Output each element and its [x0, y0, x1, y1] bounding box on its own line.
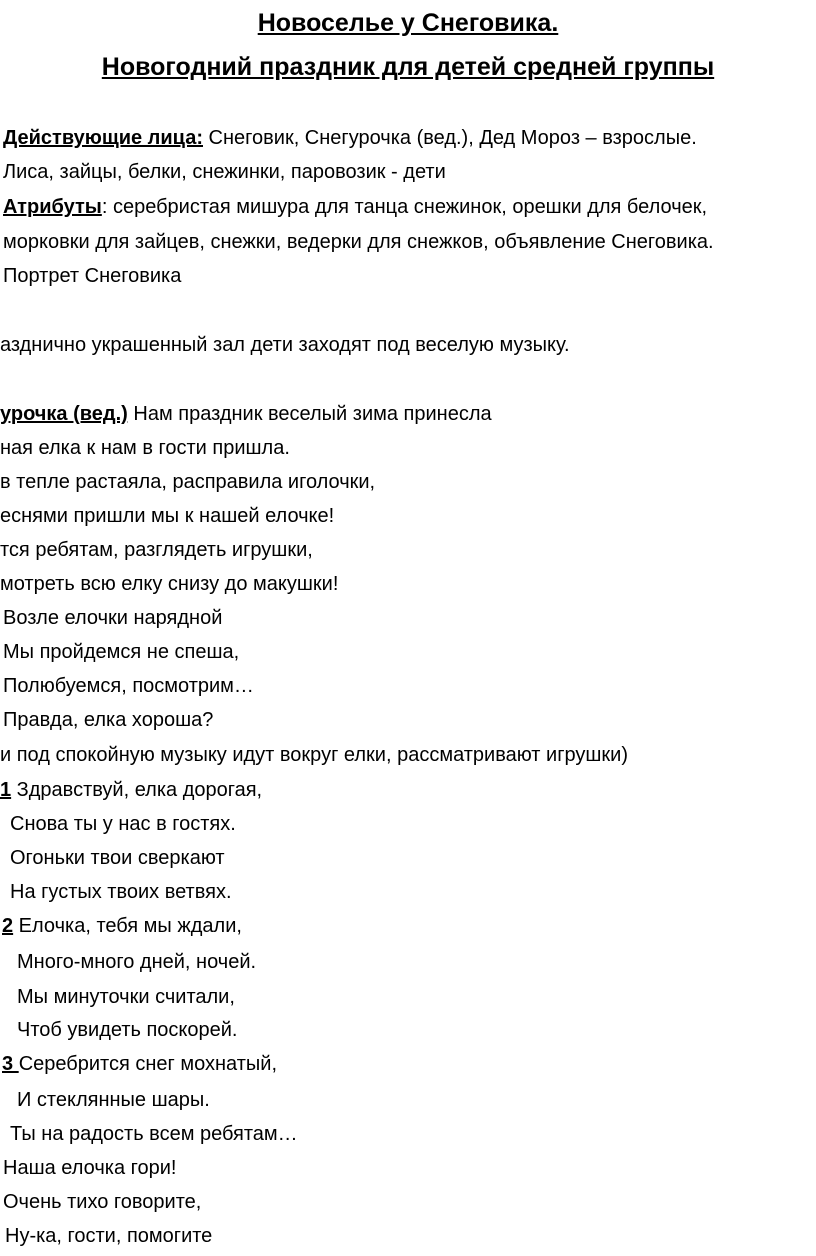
stage-direction: и под спокойную музыку идут вокруг елки, рассматривают игрушки): [0, 744, 629, 766]
child-3-verse-3: Ты на радость всем ребятам…: [10, 1123, 298, 1145]
child-2-verse-4: Чтоб увидеть поскорей.: [17, 1019, 238, 1041]
host-verse-6: мотреть всю елку снизу до макушки!: [0, 573, 339, 595]
child-3-verse-1: Серебрится снег мохнатый,: [18, 1053, 278, 1075]
child-1-verse-2: Снова ты у нас в гостях.: [10, 813, 236, 835]
child-2-number: 2: [2, 915, 14, 937]
host-verse-7: Возле елочки нарядной: [3, 607, 223, 629]
child-3-line-1: [2, 1052, 277, 1076]
child-1-number: 1: [0, 779, 12, 801]
attributes-text-2: морковки для зайцев, снежки, ведерки для снежков, объявление Снеговика.: [3, 231, 714, 253]
child-1-line-1: [0, 778, 262, 802]
child-3-verse-5: Очень тихо говорите,: [3, 1191, 202, 1213]
characters-line: [3, 126, 697, 150]
host-verse-4: еснями пришли мы к нашей елочке!: [0, 505, 335, 527]
host-verse-9: Полюбуемся, посмотрим…: [3, 675, 254, 697]
child-3-verse-4: Наша елочка гори!: [3, 1157, 177, 1179]
child-2-verse-2: Много-много дней, ночей.: [17, 951, 257, 973]
host-label: урочка (вед.): [0, 403, 128, 425]
characters-label: Действующие лица:: [3, 127, 203, 149]
child-3-verse-2: И стеклянные шары.: [17, 1089, 210, 1111]
attributes-text-3: Портрет Снеговика: [3, 265, 182, 287]
characters-children: Лиса, зайцы, белки, снежинки, паровозик - дети: [3, 161, 446, 183]
child-3-number: 3: [2, 1053, 19, 1075]
document-subtitle: Новогодний праздник для детей средней группы: [101, 53, 715, 81]
child-2-verse-1: Елочка, тебя мы ждали,: [13, 915, 242, 937]
child-1-verse-4: На густых твоих ветвях.: [10, 881, 232, 903]
child-3-verse-6: Ну-ка, гости, помогите: [5, 1225, 213, 1247]
child-1-verse-3: Огоньки твои сверкают: [10, 847, 225, 869]
host-line-1: [0, 402, 492, 426]
host-verse-1: Нам праздник веселый зима принесла: [127, 403, 492, 425]
characters-adults: Снеговик, Снегурочка (вед.), Дед Мороз – взрослые.: [203, 127, 697, 149]
child-2-line-1: [2, 914, 242, 938]
child-1-verse-1: Здравствуй, елка дорогая,: [11, 779, 263, 801]
document-title: Новоселье у Снеговика.: [257, 9, 559, 37]
host-verse-2: ная елка к нам в гости пришла.: [0, 437, 290, 459]
attributes-label: Атрибуты: [3, 196, 102, 218]
attributes-text-1: : серебристая мишура для танца снежинок, орешки для белочек,: [101, 196, 708, 218]
attributes-line: [3, 195, 707, 219]
child-2-verse-3: Мы минуточки считали,: [17, 986, 235, 1008]
host-verse-10: Правда, елка хороша?: [3, 709, 214, 731]
host-verse-8: Мы пройдемся не спеша,: [3, 641, 240, 663]
host-verse-3: в тепле растаяла, расправила иголочки,: [0, 471, 376, 493]
host-verse-5: тся ребятам, разглядеть игрушки,: [0, 539, 313, 561]
intro-text: аздничнo украшенный зал дети заходят под веселую музыку.: [0, 334, 570, 356]
